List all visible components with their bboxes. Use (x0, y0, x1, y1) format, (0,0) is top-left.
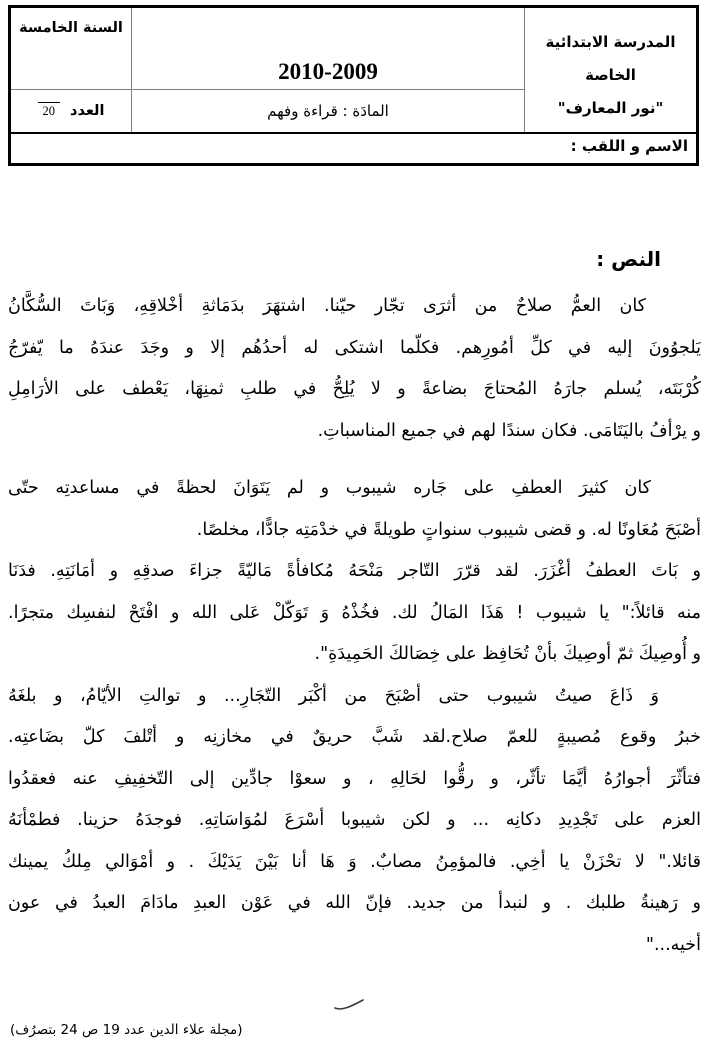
subject-cell (132, 90, 524, 131)
passage (8, 244, 701, 966)
grade-cell (11, 8, 131, 90)
text-line: فتأثّرَ أجوارُهُ أيَّمَا تأثّر، و رقُّوا لحَالِهِ ، و سعوْا جادِّين إلى التّخفِيفِ عنه فعقدُوا (8, 768, 701, 789)
text-line: خبرُ وقوع مُصيبةٍ للعمّ صلاح.لقد شَبَّ حريقٌ في مخازنِه و أتْلفَ كلّ بضَاعتِه. (8, 727, 701, 747)
exam-header-table (8, 5, 699, 166)
text-line: كُرْبَتَه، يُسلم جارَهُ المُحتاجَ بضاعةً و لا يُلِحُّ في طلبِ ثمنِهَا، يَعْطف على الأرَامِلِ (8, 379, 701, 399)
school-year-value: 2010-2009 (278, 59, 378, 84)
subject-label: المادَة : قراءة وفهم (267, 101, 389, 120)
grade-label: السنة الخامسة (19, 20, 123, 36)
text-line: و رَهينةُ طلبك . و لنبدأ من جديد. فإنّ الله في عَوْن العبدِ مادَامَ العبدُ في عون (8, 893, 701, 913)
school-name-cell (524, 8, 696, 132)
text-line: أصْبَحَ مُعَاونًا له. و قضى شيبوب سنواتٍ طويلةً في خدْمَتِه جادًّا، مخلصًا. (196, 519, 701, 540)
source-citation: (مجلة علاء الدين عدد 19 ص 24 بتصرُف) (10, 1022, 243, 1038)
name-label: الاسم و اللقب : (570, 137, 688, 155)
passage-heading: النص : (596, 247, 661, 271)
score-denominator: 20 (38, 102, 61, 119)
text-line: كان كثيرَ العطفِ على جَاره شيبوب و لم يَتَوَانَ لحظةً في مساعدتِه حتّى (8, 478, 651, 498)
text-line: وَ ذَاعَ صيتُ شيبوب حتى أصْبَحَ من أكْبَر التّجَارِ... و توالتِ الأيّامُ، و بلغَهُ (8, 685, 659, 706)
text-line: و أُوصِيكَ ثمّ أوصِيكَ بأنْ تُحَافِظ على خِصَالكَ الحَمِيدَةِ". (314, 644, 701, 664)
paragraph-2 (8, 468, 701, 551)
number-cell (11, 90, 131, 131)
paragraph-3 (8, 551, 701, 676)
text-line: قائلا." لا تحْزَنْ يا أخِي. فالمؤمِنُ مصابٌ. وَ هَا أنا بَيْنَ يَدَيْكَ . و أمْوَالي مِلكُ يمينك (8, 851, 701, 872)
header-top-rows (11, 8, 696, 132)
school-name-line1: المدرسة الابتدائية الخاصة (545, 33, 676, 84)
number-label: العدد (70, 102, 105, 119)
text-line: أخيه..." (645, 934, 701, 955)
header-side-column (11, 8, 131, 132)
text-line: يَلجوُونَ إليه في كلِّ أمُورِهم. فكلّما اشتكى له أحدُهُم إلا و وجَدَ عندَهُ ما يّفرّجُ (8, 337, 701, 358)
text-line: و بَاتَ العطفُ أغْزَرَ. لقد قرّرَ التّاجر مَنْحَهُ مُكافأةً مَاليّةً جزاءَ صدقِهِ و أمَانَتِهِ. فدَنَا (8, 561, 701, 581)
pen-mark (334, 997, 366, 1013)
paragraph-4 (8, 676, 701, 967)
paragraph-1 (8, 286, 701, 452)
header-middle-column (131, 8, 524, 132)
text-line: كان العمُّ صلاحٌ من أثرَى تجّار حيّنا. اشتهَرَ بدَمَاثةِ أخْلاقِهِ، وَبَاتَ السُّكَّانُ (8, 296, 646, 316)
school-name-line2: "نور المعارف" (557, 99, 664, 117)
text-line: منه قائلاً:" يا شيبوب ! هَذَا المَالُ لك. فخُذْهُ وَ تَوَكّلْ عَلى الله و افْتَحْ لنفسِك متجرًا. (8, 602, 701, 623)
text-line: و يرْأفُ باليَتَامَى. فكان سندًا لهم في جميع المناسباتِ. (317, 420, 701, 441)
name-row (11, 132, 696, 163)
school-year-cell (132, 8, 524, 90)
text-line: العزم على تَجْدِيدِ دكانِه ... و لكن شيبوبا أسْرَعَ لمُوَاسَاتِهِ. فوجدَهُ حزينا. فطمْأنَهُ (8, 810, 701, 830)
